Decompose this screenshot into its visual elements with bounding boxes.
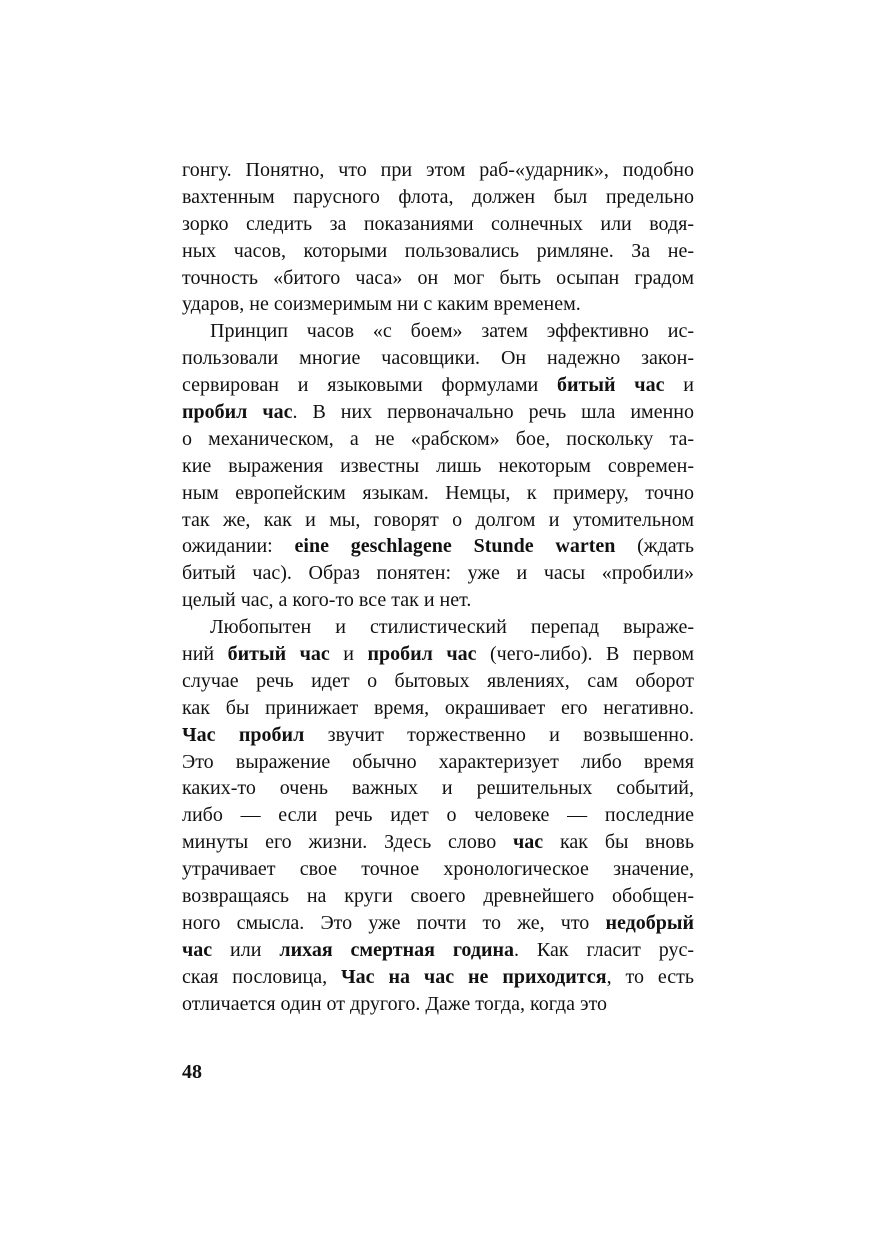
text-run: битый час). Образ понятен: уже и часы «пробили» bbox=[182, 562, 694, 585]
text-run: Это выражение обычно характеризует либо время bbox=[182, 750, 694, 773]
text-run: ний bbox=[182, 643, 228, 666]
text-run: (чего-либо). В первом bbox=[476, 643, 694, 666]
text-run: Принцип часов «с боем» затем эффективно ис- bbox=[210, 320, 694, 343]
text-line bbox=[182, 291, 694, 318]
text-run: (ждать bbox=[615, 535, 694, 558]
bold-phrase: лихая смертная година bbox=[279, 938, 515, 961]
text-line bbox=[182, 507, 694, 534]
text-line bbox=[182, 453, 694, 480]
text-line bbox=[182, 399, 694, 426]
text-run: целый час, а кого-то все так и нет. bbox=[182, 589, 472, 612]
bold-phrase: битый час bbox=[227, 643, 330, 666]
text-line bbox=[182, 614, 694, 641]
text-line bbox=[182, 238, 694, 265]
text-line bbox=[182, 560, 694, 587]
text-line bbox=[182, 211, 694, 238]
text-line bbox=[182, 426, 694, 453]
text-run: точность «битого часа» он мог быть осыпан градом bbox=[182, 266, 694, 289]
bold-phrase: час bbox=[182, 938, 213, 961]
text-line bbox=[182, 937, 694, 964]
text-run: сервирован и языковыми формулами bbox=[182, 374, 557, 397]
text-line bbox=[182, 829, 694, 856]
text-run: утрачивает свое точное хронологическое значение, bbox=[182, 858, 694, 881]
text-run: отличается один от другого. Даже тогда, когда это bbox=[182, 992, 608, 1015]
bold-phrase: час bbox=[513, 831, 544, 854]
text-line bbox=[182, 641, 694, 668]
text-line bbox=[182, 964, 694, 991]
paragraph bbox=[182, 157, 694, 318]
bold-phrase: Час на час не приходится bbox=[341, 965, 607, 988]
text-run: ударов, не соизмеримым ни с каким временем. bbox=[182, 293, 581, 316]
text-run: . В них первоначально речь шла именно bbox=[292, 401, 694, 424]
text-run: и bbox=[664, 374, 694, 397]
text-line bbox=[182, 480, 694, 507]
bold-phrase: недобрый bbox=[605, 911, 694, 934]
bold-phrase: пробил час bbox=[182, 401, 293, 424]
body-text bbox=[182, 157, 694, 1018]
text-run: вахтенным парусного флота, должен был предельно bbox=[182, 185, 694, 208]
text-run: звучит торжественно и возвышенно. bbox=[304, 723, 694, 746]
text-line bbox=[182, 668, 694, 695]
text-run: зорко следить за показаниями солнечных или водя- bbox=[182, 212, 694, 235]
text-line bbox=[182, 265, 694, 292]
paragraph bbox=[182, 614, 694, 1017]
text-run: или bbox=[212, 938, 280, 961]
text-run: случае речь идет о бытовых явлениях, сам оборот bbox=[182, 669, 694, 692]
text-run: ным европейским языкам. Немцы, к примеру, точно bbox=[182, 481, 694, 504]
text-line bbox=[182, 856, 694, 883]
text-run: о механическом, а не «рабском» бое, поскольку та- bbox=[182, 427, 694, 450]
text-line bbox=[182, 533, 694, 560]
text-run: . Как гласит рус- bbox=[514, 938, 695, 961]
text-run: пользовали многие часовщики. Он надежно закон- bbox=[182, 347, 694, 370]
text-run: минуты его жизни. Здесь слово bbox=[182, 831, 514, 854]
text-line bbox=[182, 991, 694, 1018]
text-run: ская пословица, bbox=[182, 965, 341, 988]
paragraph bbox=[182, 318, 694, 614]
text-run: кие выражения известны лишь некоторым современ- bbox=[182, 454, 694, 477]
text-line bbox=[182, 184, 694, 211]
text-run: каких-то очень важных и решительных событий, bbox=[182, 777, 694, 800]
text-line bbox=[182, 695, 694, 722]
text-run: гонгу. Понятно, что при этом раб-«ударник», подобно bbox=[182, 159, 694, 181]
text-run: как бы вновь bbox=[543, 831, 694, 854]
text-line bbox=[182, 318, 694, 345]
text-run: , то есть bbox=[606, 965, 694, 988]
text-line bbox=[182, 775, 694, 802]
text-run: Любопытен и стилистический перепад выраже- bbox=[210, 616, 694, 639]
text-run: ожидании: bbox=[182, 535, 295, 558]
page-number: 48 bbox=[182, 1061, 202, 1083]
text-run: ных часов, которыми пользовались римляне. За не- bbox=[182, 239, 694, 262]
text-line bbox=[182, 802, 694, 829]
text-line bbox=[182, 722, 694, 749]
text-run: возвращаясь на круги своего древнейшего обобщен- bbox=[182, 885, 694, 908]
bold-phrase: Час пробил bbox=[182, 723, 305, 746]
text-line bbox=[182, 372, 694, 399]
bold-phrase: битый час bbox=[557, 374, 665, 397]
text-line bbox=[182, 749, 694, 776]
text-run: и bbox=[329, 643, 368, 666]
text-run: либо — если речь идет о человеке — последние bbox=[182, 804, 694, 827]
text-line bbox=[182, 910, 694, 937]
text-run: как бы принижает время, окрашивает его негативно. bbox=[182, 696, 694, 719]
text-line bbox=[182, 157, 694, 184]
text-line bbox=[182, 883, 694, 910]
text-run: ного смысла. Это уже почти то же, что bbox=[182, 911, 606, 934]
text-run: так же, как и мы, говорят о долгом и утомительном bbox=[182, 508, 694, 531]
text-line bbox=[182, 587, 694, 614]
bold-phrase: пробил час bbox=[367, 643, 477, 666]
text-line bbox=[182, 345, 694, 372]
bold-phrase: eine geschlagene Stunde warten bbox=[294, 535, 616, 558]
